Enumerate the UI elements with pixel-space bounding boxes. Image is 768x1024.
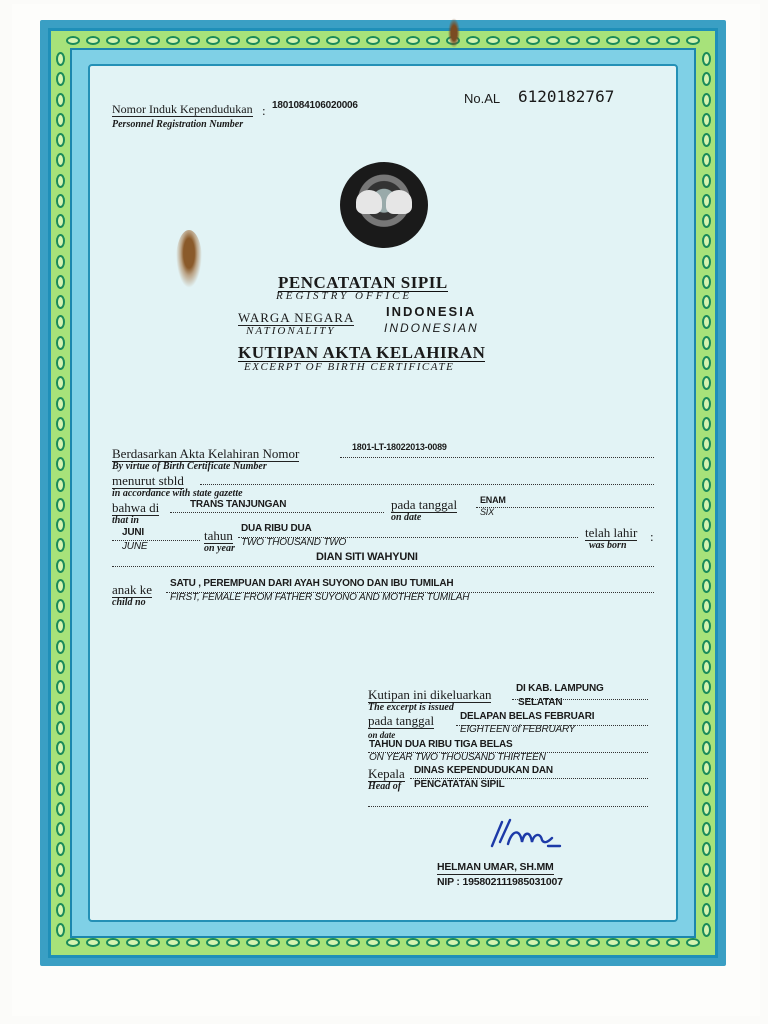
border-link	[486, 938, 500, 947]
border-link	[702, 863, 711, 877]
issue-year-value: TAHUN DUA RIBU TIGA BELAS	[369, 739, 513, 750]
border-link	[702, 417, 711, 431]
border-link	[466, 36, 480, 45]
border-link	[56, 113, 65, 127]
border-link	[702, 761, 711, 775]
border-link	[702, 457, 711, 471]
border-link	[56, 133, 65, 147]
serial-prefix: No.AL	[464, 91, 501, 106]
border-link	[386, 36, 400, 45]
border-link	[702, 478, 711, 492]
border-link	[702, 72, 711, 86]
border-link	[56, 214, 65, 228]
border-link	[586, 36, 600, 45]
office-title: PENCATATAN SIPIL	[278, 273, 448, 292]
border-link	[702, 883, 711, 897]
border-link	[526, 938, 540, 947]
border-link	[702, 640, 711, 654]
border-link	[56, 336, 65, 350]
border-link	[702, 315, 711, 329]
border-link	[702, 660, 711, 674]
dotted-line	[368, 806, 648, 807]
dotted-line	[456, 725, 648, 726]
border-link	[56, 417, 65, 431]
document-title-en: EXCERPT OF BIRTH CERTIFICATE	[244, 361, 455, 373]
child-order-label-en: child no	[112, 597, 146, 608]
garuda-emblem-icon	[340, 162, 428, 248]
border-link	[686, 36, 700, 45]
border-link	[56, 275, 65, 289]
border-link	[166, 36, 180, 45]
border-link	[56, 478, 65, 492]
born-label: telah lahir	[585, 525, 638, 540]
border-link	[702, 822, 711, 836]
border-link	[66, 938, 80, 947]
border-link	[56, 579, 65, 593]
head-value-2: PENCATATAN SIPIL	[414, 779, 505, 790]
border-link	[56, 903, 65, 917]
border-link	[702, 214, 711, 228]
issue-date-value: DELAPAN BELAS FEBRUARI	[460, 711, 595, 722]
dotted-line	[238, 537, 578, 538]
dotted-line	[112, 540, 200, 541]
border-link	[86, 938, 100, 947]
border-link	[702, 802, 711, 816]
signature-icon	[486, 812, 566, 856]
border-link	[206, 938, 220, 947]
border-link	[56, 559, 65, 573]
border-link	[702, 923, 711, 937]
border-link	[406, 938, 420, 947]
border-link	[56, 761, 65, 775]
border-link	[56, 883, 65, 897]
border-link	[56, 174, 65, 188]
border-link	[606, 36, 620, 45]
border-link	[702, 701, 711, 715]
signer-nip: NIP : 195802111985031007	[437, 876, 563, 888]
place-value: TRANS TANJUNGAN	[190, 499, 287, 510]
border-link	[56, 255, 65, 269]
border-link	[56, 457, 65, 471]
border-link	[56, 680, 65, 694]
border-link	[166, 938, 180, 947]
issue-date-label: pada tanggal	[368, 713, 435, 728]
border-link	[106, 36, 120, 45]
border-link	[666, 938, 680, 947]
border-link	[626, 938, 640, 947]
border-link	[326, 36, 340, 45]
border-link	[702, 538, 711, 552]
border-link	[702, 903, 711, 917]
border-link	[56, 376, 65, 390]
border-link	[702, 174, 711, 188]
cert-no-label-en: By virtue of Birth Certificate Number	[112, 461, 267, 472]
border-link	[56, 315, 65, 329]
child-order-value: SATU , PEREMPUAN DARI AYAH SUYONO DAN IBU TUMILAH	[170, 578, 454, 589]
border-link	[56, 52, 65, 66]
border-link	[426, 36, 440, 45]
border-link	[486, 36, 500, 45]
border-link	[702, 356, 711, 370]
child-name-value: DIAN SITI WAHYUNI	[316, 551, 418, 563]
office-title-en: REGISTRY OFFICE	[276, 290, 413, 302]
border-link	[702, 782, 711, 796]
border-link	[56, 863, 65, 877]
border-link	[56, 822, 65, 836]
nik-label-en: Personnel Registration Number	[112, 119, 244, 130]
border-link	[126, 938, 140, 947]
border-link	[86, 36, 100, 45]
border-link	[206, 36, 220, 45]
nik-label: Nomor Induk Kependudukan	[112, 102, 253, 116]
issue-date-value-en: EIGHTEEN of FEBRUARY	[460, 724, 576, 735]
border-link	[702, 680, 711, 694]
born-label-en: was born	[589, 540, 627, 551]
border-link	[406, 36, 420, 45]
border-link	[306, 36, 320, 45]
year-value: DUA RIBU DUA	[241, 523, 312, 534]
border-link	[386, 938, 400, 947]
border-link	[702, 721, 711, 735]
border-link	[702, 52, 711, 66]
border-link	[56, 295, 65, 309]
border-link	[702, 194, 711, 208]
border-link	[702, 437, 711, 451]
issued-label-en: The excerpt is issued	[368, 702, 454, 713]
border-link	[66, 36, 80, 45]
document-title: KUTIPAN AKTA KELAHIRAN	[238, 343, 486, 362]
border-link	[266, 36, 280, 45]
border-link	[702, 619, 711, 633]
border-link	[56, 619, 65, 633]
cert-no-label: Berdasarkan Akta Kelahiran Nomor	[112, 446, 300, 461]
border-link	[286, 36, 300, 45]
place-label: bahwa di	[112, 500, 160, 515]
nationality-value-en: INDONESIAN	[384, 321, 479, 335]
stbld-label-en: in accordance with state gazette	[112, 488, 243, 499]
border-link	[702, 295, 711, 309]
dotted-line	[340, 457, 654, 458]
border-link	[126, 36, 140, 45]
border-link	[546, 36, 560, 45]
border-link	[606, 938, 620, 947]
border-link	[286, 938, 300, 947]
border-link	[56, 93, 65, 107]
head-label-en: Head of	[368, 781, 402, 792]
year-label: tahun	[204, 528, 233, 543]
place-label-en: that in	[112, 515, 139, 526]
border-link	[146, 938, 160, 947]
border-link	[56, 356, 65, 370]
border-link	[326, 938, 340, 947]
border-link	[702, 113, 711, 127]
issued-label: Kutipan ini dikeluarkan	[368, 687, 492, 702]
month-value-en: JUNE	[122, 541, 148, 552]
border-link	[56, 660, 65, 674]
border-chain-left	[53, 52, 67, 938]
colon: :	[650, 529, 654, 544]
dotted-line	[166, 592, 654, 593]
dotted-line	[368, 752, 648, 753]
child-order-label: anak ke	[112, 582, 153, 597]
border-link	[56, 599, 65, 613]
border-link	[702, 599, 711, 613]
border-link	[56, 397, 65, 411]
date-value: ENAM	[480, 495, 506, 505]
border-link	[56, 538, 65, 552]
border-link	[646, 36, 660, 45]
stain-mark	[176, 230, 202, 288]
border-link	[266, 938, 280, 947]
dotted-line	[112, 566, 654, 567]
dotted-line	[512, 699, 648, 700]
border-link	[702, 153, 711, 167]
dotted-line	[200, 484, 654, 485]
border-link	[566, 36, 580, 45]
border-link	[506, 36, 520, 45]
border-link	[702, 275, 711, 289]
border-link	[56, 437, 65, 451]
border-link	[56, 741, 65, 755]
border-link	[56, 234, 65, 248]
border-link	[702, 234, 711, 248]
cert-no-value: 1801-LT-18022013-0089	[352, 442, 447, 452]
border-link	[56, 782, 65, 796]
border-link	[346, 938, 360, 947]
border-link	[56, 802, 65, 816]
year-value-en: TWO THOUSAND TWO	[241, 537, 347, 548]
border-link	[106, 938, 120, 947]
head-label: Kepala	[368, 766, 405, 781]
border-link	[56, 518, 65, 532]
date-label: pada tanggal	[391, 497, 458, 512]
border-link	[586, 938, 600, 947]
border-link	[226, 36, 240, 45]
border-link	[56, 842, 65, 856]
border-link	[702, 579, 711, 593]
border-link	[702, 559, 711, 573]
border-link	[246, 938, 260, 947]
border-link	[702, 93, 711, 107]
border-link	[56, 923, 65, 937]
issued-place-value: DI KAB. LAMPUNG	[516, 683, 604, 694]
border-link	[546, 938, 560, 947]
serial-number: 6120182767	[518, 87, 615, 106]
border-link	[56, 498, 65, 512]
border-link	[366, 938, 380, 947]
head-value: DINAS KEPENDUDUKAN DAN	[414, 765, 553, 776]
border-link	[702, 376, 711, 390]
border-link	[686, 938, 700, 947]
border-link	[626, 36, 640, 45]
colon: :	[262, 103, 266, 118]
issued-place-value-2: SELATAN	[518, 697, 563, 708]
border-link	[702, 842, 711, 856]
border-link	[186, 938, 200, 947]
border-link	[566, 938, 580, 947]
border-link	[56, 701, 65, 715]
border-link	[56, 194, 65, 208]
child-order-value-en: FIRST, FEMALE FROM FATHER SUYONO AND MOTHER TUMILAH	[170, 592, 470, 603]
border-link	[526, 36, 540, 45]
month-value: JUNI	[122, 527, 144, 538]
border-link	[246, 36, 260, 45]
year-label-en: on year	[204, 543, 235, 554]
nationality-value: INDONESIA	[386, 304, 477, 319]
border-chain-top	[66, 33, 700, 47]
border-link	[346, 36, 360, 45]
border-link	[306, 938, 320, 947]
border-link	[56, 640, 65, 654]
border-link	[146, 36, 160, 45]
border-link	[646, 938, 660, 947]
stain-mark	[448, 18, 460, 48]
nik-value: 1801084106020006	[272, 100, 358, 111]
border-link	[666, 36, 680, 45]
stbld-label: menurut stbld	[112, 473, 184, 488]
border-link	[506, 938, 520, 947]
nationality-label: WARGA NEGARA	[238, 310, 355, 325]
border-link	[702, 336, 711, 350]
nationality-label-en: NATIONALITY	[246, 325, 336, 337]
date-label-en: on date	[391, 512, 422, 523]
border-link	[56, 721, 65, 735]
border-link	[702, 518, 711, 532]
border-link	[56, 153, 65, 167]
border-chain-right	[699, 52, 713, 938]
border-link	[446, 938, 460, 947]
border-link	[702, 741, 711, 755]
border-chain-bottom	[66, 935, 700, 949]
dotted-line	[410, 778, 648, 779]
date-value-en: SIX	[480, 507, 494, 517]
border-link	[426, 938, 440, 947]
border-link	[366, 36, 380, 45]
border-link	[702, 255, 711, 269]
issue-date-label-en: on date	[368, 730, 396, 740]
border-link	[702, 397, 711, 411]
dotted-line	[170, 512, 384, 513]
border-link	[466, 938, 480, 947]
border-link	[702, 498, 711, 512]
border-link	[56, 72, 65, 86]
signer-name: HELMAN UMAR, SH.MM	[437, 861, 554, 873]
issue-year-value-en: ON YEAR TWO THOUSAND THIRTEEN	[369, 752, 546, 763]
border-link	[186, 36, 200, 45]
dotted-line	[476, 507, 654, 508]
border-link	[226, 938, 240, 947]
border-link	[702, 133, 711, 147]
